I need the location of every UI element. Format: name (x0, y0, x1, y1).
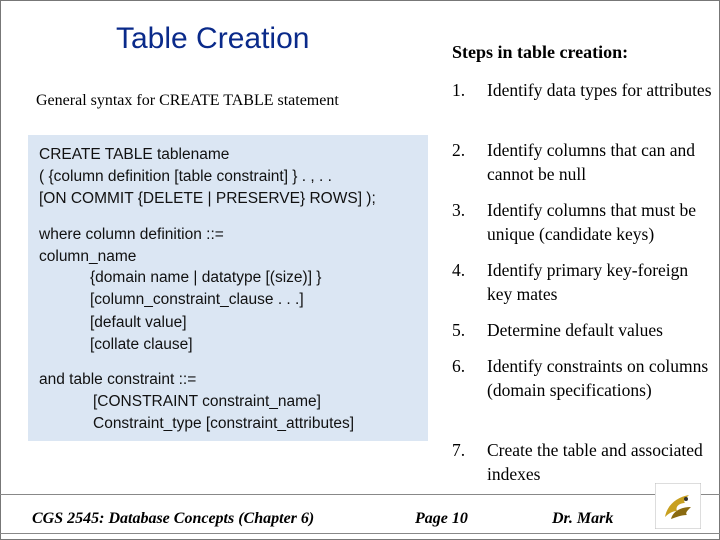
step-number: 3. (452, 200, 466, 220)
syntax-line: [column_constraint_clause . . .] (90, 291, 304, 308)
syntax-subtitle: General syntax for CREATE TABLE statement (36, 92, 339, 109)
syntax-line: [ON COMMIT {DELETE | PRESERVE} ROWS] ); (39, 190, 376, 207)
step-number: 2. (452, 140, 466, 160)
step-text: Identify columns that must be unique (candidate keys) (487, 200, 696, 244)
step-text: Identify data types for attributes (487, 80, 712, 100)
footer-page-number: Page 10 (415, 510, 468, 527)
syntax-line: [CONSTRAINT constraint_name] (93, 393, 321, 410)
syntax-line: [collate clause] (90, 336, 193, 353)
step-text: Identify constraints on columns (domain specifications) (487, 356, 709, 400)
step-number: 5. (452, 320, 466, 340)
step-number: 7. (452, 440, 466, 460)
syntax-line: Constraint_type [constraint_attributes] (93, 415, 355, 432)
footer-divider (0, 533, 720, 534)
footer-divider (0, 494, 720, 495)
step-text: Create the table and associated indexes (487, 440, 703, 484)
page-title: Table Creation (116, 22, 310, 55)
steps-heading: Steps in table creation: (452, 42, 629, 62)
syntax-line: where column definition ::= (39, 226, 224, 243)
step-number: 4. (452, 260, 466, 280)
syntax-line: and table constraint ::= (39, 371, 197, 388)
syntax-line: CREATE TABLE tablename (39, 146, 230, 163)
step-number: 6. (452, 356, 466, 376)
syntax-line: ( {column definition [table constraint] } . , . . (39, 168, 332, 185)
step-text: Determine default values (487, 320, 663, 340)
syntax-line: {domain name | datatype [(size)] } (90, 269, 322, 286)
footer-course: CGS 2545: Database Concepts (Chapter 6) (32, 510, 315, 527)
syntax-line: column_name (39, 248, 137, 265)
step-text: Identify primary key-foreign key mates (487, 260, 689, 304)
footer-author: Dr. Mark (552, 510, 614, 527)
syntax-line: [default value] (90, 314, 187, 331)
pegasus-logo-icon (655, 483, 701, 529)
step-number: 1. (452, 80, 466, 100)
step-text: Identify columns that can and cannot be null (487, 140, 695, 184)
